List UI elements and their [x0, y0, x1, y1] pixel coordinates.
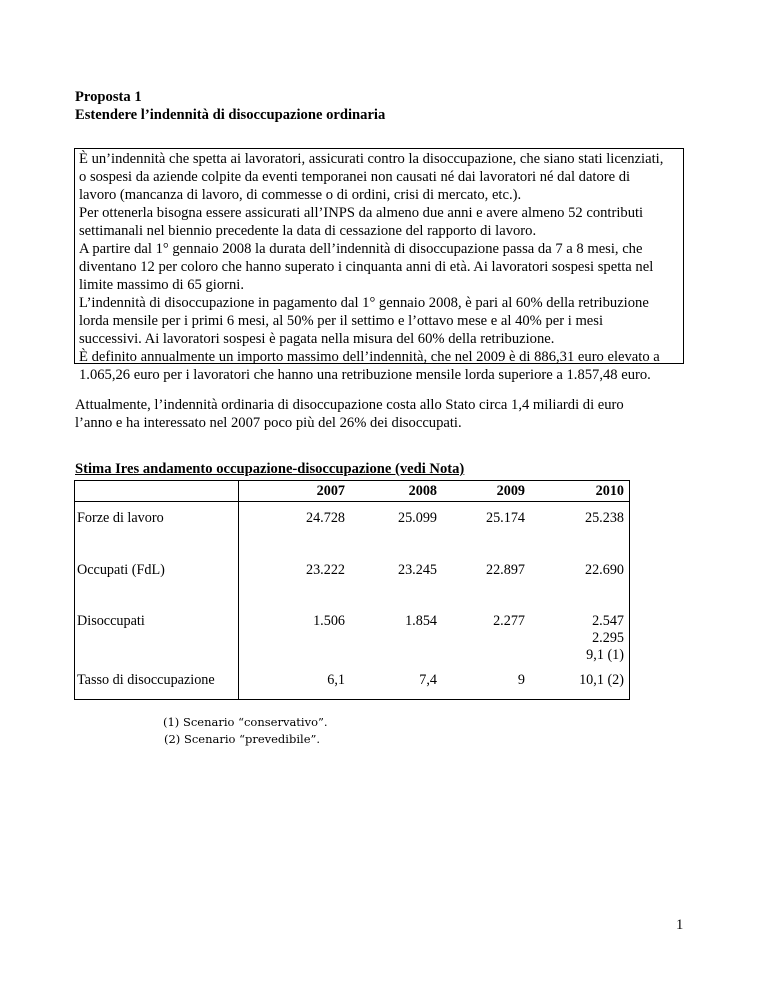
box-line: limite massimo di 65 giorni.: [79, 277, 244, 293]
table-cell: 23.245: [397, 562, 437, 578]
box-line: successivi. Ai lavoratori sospesi è pagata nella misura del 60% della retribuzione.: [79, 331, 555, 347]
info-box: [74, 148, 684, 383]
table-cell: 6,1: [327, 672, 345, 688]
box-line: L’indennità di disoccupazione in pagamento dal 1° gennaio 2008, è pari al 60% della retribuzione: [79, 295, 649, 311]
table-cell: 22.897: [485, 562, 525, 578]
box-line: È un’indennità che spetta ai lavoratori, assicurati contro la disoccupazione, che siano stati licenziati,: [79, 151, 664, 167]
table-cell: 1.854: [405, 613, 437, 629]
box-line: A partire dal 1° gennaio 2008 la durata dell’indennità di disoccupazione passa da 7 a 8 mesi, che: [79, 241, 643, 257]
box-line: È definito annualmente un importo massimo dell’indennità, che nel 2009 è di 886,31 euro elevato a: [79, 349, 660, 365]
header-year-2008: 2008: [408, 483, 437, 499]
data-table: [74, 480, 630, 700]
proposal-subtitle: Estendere l’indennità di disoccupazione ordinaria: [75, 107, 386, 123]
table-divider-vertical: [238, 481, 239, 699]
header-year-2010: 2010: [595, 483, 624, 499]
footnote: (2) Scenario “prevedibile”.: [164, 732, 321, 746]
row-label-forze: Forze di lavoro: [77, 510, 164, 526]
header-year-2009: 2009: [496, 483, 525, 499]
box-line: o sospesi da aziende colpite da eventi temporanei non causati né dai lavoratori né dal datore di: [79, 169, 631, 185]
table-cell: 25.099: [397, 510, 437, 526]
intro-line: l’anno e ha interessato nel 2007 poco più del 26% dei disoccupati.: [75, 415, 462, 431]
table-cell: 25.238: [584, 510, 624, 526]
intro-line: Attualmente, l’indennità ordinaria di disoccupazione costa allo Stato circa 1,4 miliardi di euro: [75, 397, 624, 413]
table-cell: 25.174: [485, 510, 525, 526]
table-cell: 7,4: [419, 672, 437, 688]
table-cell: 2.277: [493, 613, 525, 629]
page-number: 1: [676, 917, 684, 933]
proposal-heading: Proposta 1: [75, 89, 142, 105]
table-cell: 23.222: [305, 562, 345, 578]
header-year-2007: 2007: [316, 483, 345, 499]
table-cell-extra: 9,1 (1): [586, 647, 624, 663]
footnote: (1) Scenario “conservativo”.: [163, 715, 328, 729]
footnotes: [163, 714, 328, 748]
box-line: diventano 12 per coloro che hanno superato i cinquanta anni di età. Ai lavoratori sospesi spetta nel: [79, 259, 654, 275]
row-label-occupati: Occupati (FdL): [77, 562, 165, 578]
table-cell: 2.547: [592, 613, 624, 629]
intro-paragraph: [75, 396, 679, 432]
table-divider-horizontal: [75, 501, 629, 502]
table-cell: 10,1 (2): [579, 672, 624, 688]
box-line: lorda mensile per i primi 6 mesi, al 50% per il settimo e l’ottavo mese e al 40% per i mesi: [79, 313, 604, 329]
table-cell: 1.506: [313, 613, 345, 629]
box-line: 1.065,26 euro per i lavoratori che hanno una retribuzione mensile lorda superiore a 1.857,48 euro.: [79, 367, 651, 383]
box-line: Per ottenerla bisogna essere assicurati all’INPS da almeno due anni e avere almeno 52 contributi: [79, 205, 644, 221]
row-label-disoccupati: Disoccupati: [77, 613, 145, 629]
table-title: Stima Ires andamento occupazione-disoccupazione (vedi Nota): [75, 461, 465, 477]
box-line: lavoro (mancanza di lavoro, di commesse o di ordini, crisi di mercato, etc.).: [79, 187, 522, 203]
table-cell: 9: [517, 672, 525, 688]
row-label-tasso: Tasso di disoccupazione: [77, 672, 215, 688]
table-cell-extra: 2.295: [592, 630, 624, 646]
table-cell: 24.728: [305, 510, 345, 526]
table-cell: 22.690: [584, 562, 624, 578]
box-line: settimanali nel biennio precedente la data di cessazione del rapporto di lavoro.: [79, 223, 537, 239]
